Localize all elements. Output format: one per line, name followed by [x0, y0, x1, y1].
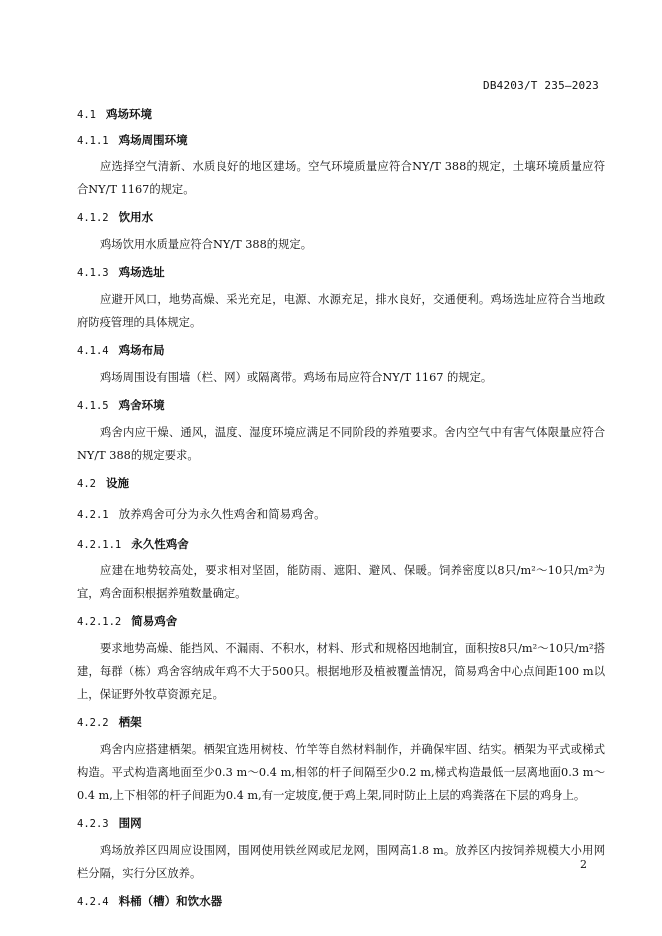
section-title: 栖架 — [118, 715, 142, 729]
section-heading — [77, 334, 605, 366]
paragraph: 要求地势高燥、能挡风、不漏雨、不积水，材料、形式和规格因地制宜，面积按8只/m²～10只/m²搭建，每群（栋）鸡舍容纳成年鸡不大于500只。根据地形及植被覆盖情况，简易鸡舍中心点间距100 m以上，保证野外牧草资源充足。 — [77, 642, 605, 701]
section-number: 4.1.3 — [77, 267, 109, 279]
section-title: 鸡舍环境 — [118, 398, 165, 412]
section-title: 放养鸡舍可分为永久性鸡舍和简易鸡舍。 — [118, 507, 326, 521]
paragraph: 鸡场放养区四周应设围网，围网使用铁丝网或尼龙网，围网高1.8 m。放养区内按饲养规模大小用网栏分隔，实行分区放养。 — [77, 844, 605, 880]
section-number: 4.1 — [77, 109, 96, 121]
document-body — [77, 103, 605, 917]
section-number: 4.1.4 — [77, 345, 109, 357]
section-heading — [77, 389, 605, 421]
paragraph: 鸡舍内应搭建栖架。栖架宜选用树枝、竹竿等自然材料制作，并确保牢固、结实。栖架为平式或梯式构造。平式构造离地面至少0.3 m～0.4 m,相邻的杆子间隔至少0.2 m,梯式构造最低一层离地面0.3 m～0.4 m,上下相邻的杆子间距为0.4 m,有一定坡度,便于鸡上架,同时防止上层的鸡粪落在下层的鸡身上。 — [77, 743, 605, 802]
paragraph: 应避开风口，地势高燥、采光充足，电源、水源充足，排水良好，交通便利。鸡场选址应符合当地政府防疫管理的具体规定。 — [77, 293, 605, 329]
section-number: 4.1.5 — [77, 400, 109, 412]
page-number: 2 — [580, 858, 587, 871]
paragraph: 应选择空气清新、水质良好的地区建场。空气环境质量应符合NY/T 388的规定，土壤环境质量应符合NY/T 1167的规定。 — [77, 160, 605, 196]
document-id: DB4203/T 235—2023 — [483, 79, 599, 92]
paragraph: 鸡场饮用水质量应符合NY/T 388的规定。 — [100, 238, 312, 251]
section-heading — [77, 499, 605, 529]
section-number: 4.2.1.2 — [77, 616, 122, 628]
section-title: 饮用水 — [118, 210, 154, 224]
section-number: 4.2.1 — [77, 509, 109, 521]
section-heading — [77, 467, 605, 499]
section-title: 永久性鸡舍 — [131, 537, 189, 551]
section-heading — [77, 125, 605, 155]
section-heading — [77, 256, 605, 288]
section-title: 简易鸡舍 — [131, 614, 178, 628]
section-title: 设施 — [105, 476, 129, 490]
section-heading — [77, 706, 605, 738]
section-heading — [77, 605, 605, 637]
paragraph: 应建在地势较高处，要求相对坚固，能防雨、遮阳、避风、保暖。饲养密度以8只/m²～10只/m²为宜，鸡舍面积根据养殖数量确定。 — [77, 564, 605, 600]
section-number: 4.1.1 — [77, 135, 109, 147]
paragraph: 鸡舍内应干燥、通风，温度、湿度环境应满足不同阶段的养殖要求。舍内空气中有害气体限量应符合 NY/T 388的规定要求。 — [77, 426, 605, 462]
section-heading — [77, 529, 605, 559]
paragraph: 鸡场周围设有围墙（栏、网）或隔离带。鸡场布局应符合NY/T 1167 的规定。 — [100, 371, 493, 384]
section-title: 鸡场布局 — [118, 343, 165, 357]
section-title: 鸡场周围环境 — [118, 133, 188, 147]
section-number: 4.2.3 — [77, 818, 109, 830]
section-number: 4.2.2 — [77, 717, 109, 729]
section-title: 鸡场选址 — [118, 265, 165, 279]
section-title: 料桶（槽）和饮水器 — [118, 894, 223, 908]
section-heading — [77, 201, 605, 233]
section-number: 4.2 — [77, 478, 96, 490]
section-number: 4.2.4 — [77, 896, 109, 908]
section-heading — [77, 807, 605, 839]
section-heading — [77, 103, 605, 125]
section-number: 4.2.1.1 — [77, 539, 122, 551]
section-title: 围网 — [118, 816, 142, 830]
section-number: 4.1.2 — [77, 212, 109, 224]
section-title: 鸡场环境 — [105, 107, 152, 121]
section-heading — [77, 885, 605, 917]
